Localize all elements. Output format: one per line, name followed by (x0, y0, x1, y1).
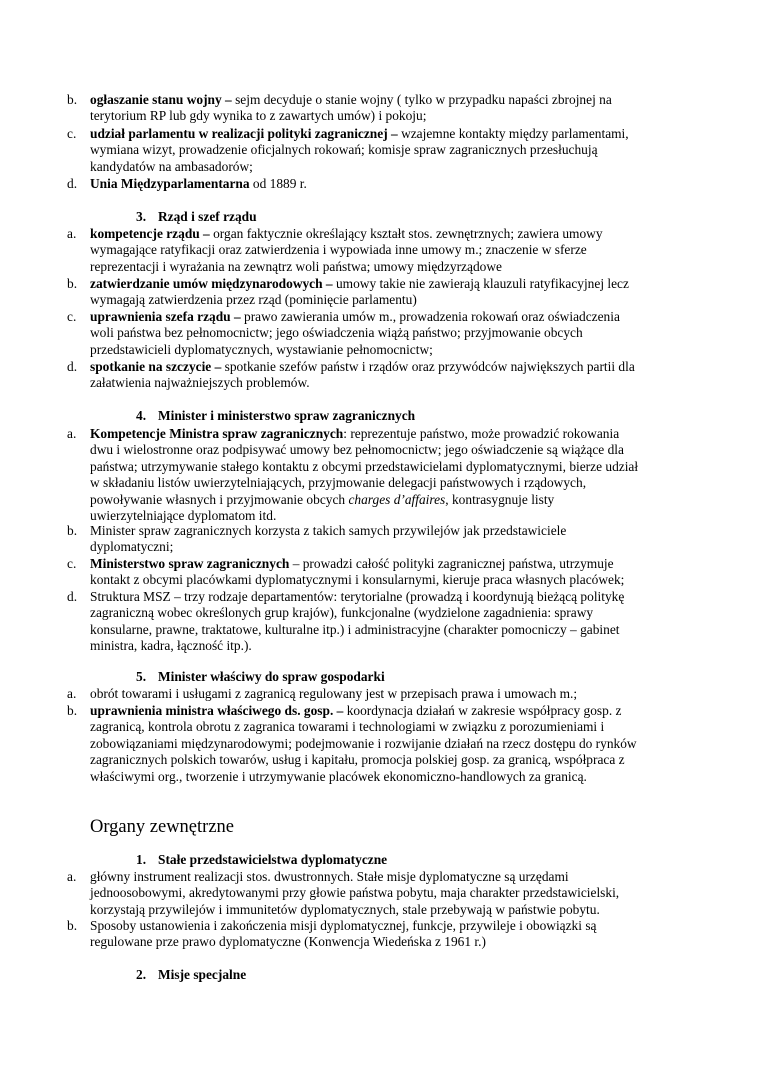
list-item: a. obrót towarami i usługami z zagranicą regulowany jest w przepisach prawa i umowach m.; (67, 686, 578, 701)
list-marker: b. (67, 276, 78, 291)
list-item: b. Sposoby ustanowienia i zakończenia misji dyplomatycznej, funkcje, przywileje i obowiązki są regulowane prze prawo dyplomatyczne (Konwencja Wiedeńska z 1961 r.) (67, 918, 597, 950)
list-marker: d. (67, 589, 78, 604)
item-term: uprawnienia szefa rządu – (90, 309, 241, 324)
item-term: spotkanie na szczycie – (90, 359, 222, 374)
list-marker: a. (67, 686, 77, 701)
list-item: b. ogłaszanie stanu wojny – sejm decyduje o stanie wojny ( tylko w przypadku napaści zbrojnej na terytorium RP lub gdy wynika to z zawartych umów) i pokoju; (67, 92, 612, 124)
list-item: b. Minister spraw zagranicznych korzysta z takich samych przywilejów jak przedstawiciele dyplomatyczni; (67, 523, 567, 555)
list-marker: c. (67, 556, 77, 571)
section-heading: 2. Misje specjalne (136, 967, 247, 982)
list-marker: d. (67, 176, 78, 191)
list-marker: a. (67, 426, 77, 441)
list-item: a. kompetencje rządu – organ faktycznie określający kształt stos. zewnętrznych; zawiera umowy wymagające ratyfikacji oraz zatwierdzenia i wypowiada inne umowy m.; znaczenie w sferze reprezentacji i wyrażania na zewnątrz woli państwa; umowy międzyrządowe (67, 226, 603, 274)
item-term: Ministerstwo spraw zagranicznych (90, 556, 290, 571)
item-term: Unia Międzyparlamentarna (90, 176, 250, 191)
list-marker: a. (67, 869, 77, 884)
list-item: c. Ministerstwo spraw zagranicznych – prowadzi całość polityki zagranicznej państwa, utrzymuje kontakt z obcymi placówkami dyplomatycznymi i konsularnymi, kieruje praca własnych placówek; (67, 556, 625, 588)
section-heading: 5. Minister właściwy do spraw gospodarki (136, 669, 385, 684)
section-heading: 3. Rząd i szef rządu (136, 209, 257, 224)
item-term: kompetencje rządu – (90, 226, 210, 241)
list-item: c. uprawnienia szefa rządu – prawo zawierania umów m., prowadzenia rokowań oraz oświadczenia woli państwa bez pełnomocnictw; jego oświadczenia wiążą państwo; przyjmowanie obcych przedstawicieli dyplomatycznych, wystawianie pełnomocnictw; (67, 309, 620, 357)
list-item: d. spotkanie na szczycie – spotkanie szefów państw i rządów oraz przywódców największych partii dla załatwienia najważniejszych problemów. (67, 359, 635, 391)
item-term: zatwierdzanie umów międzynarodowych – (90, 276, 333, 291)
section-heading: 1. Stałe przedstawicielstwa dyplomatyczne (136, 852, 388, 867)
list-item: d. Unia Międzyparlamentarna od 1889 r. (67, 176, 307, 191)
list-item: d. Struktura MSZ – trzy rodzaje departamentów: terytorialne (prowadzą i koordynują bieżącą politykę zagraniczną wobec określonych grup krajów), funkcjonalne (wydzielone zagadnienia: sprawy konsularne, prawne, traktatowe, kulturalne itp.) i administracyjne (charakter pomocniczy – gabinet ministra, kadra, łączność itp.). (67, 589, 625, 654)
list-marker: b. (67, 918, 78, 933)
list-marker: b. (67, 92, 78, 107)
list-item: a. główny instrument realizacji stos. dwustronnych. Stałe misje dyplomatyczne są urzędami jednoosobowymi, akredytowanymi przy głowie państwa pobytu, maja charakter przedstawicielski, korzystają przywilejów i immunitetów dyplomatycznych, stale przebywają w państwie pobytu. (67, 869, 620, 917)
item-term: uprawnienia ministra właściwego ds. gosp. – (90, 703, 344, 718)
section-heading: 4. Minister i ministerstwo spraw zagranicznych (136, 408, 416, 423)
list-item: b. zatwierdzanie umów międzynarodowych – umowy takie nie zawierają klauzuli ratyfikacyjnej lecz wymagają zatwierdzenia przez rząd (pominięcie parlamentu) (67, 276, 629, 308)
item-term: udział parlamentu w realizacji polityki zagranicznej – (90, 126, 398, 141)
list-marker: b. (67, 523, 78, 538)
list-marker: c. (67, 309, 77, 324)
list-marker: d. (67, 359, 78, 374)
list-marker: c. (67, 126, 77, 141)
item-term: ogłaszanie stanu wojny – (90, 92, 232, 107)
list-item: b. uprawnienia ministra właściwego ds. gosp. – koordynacja działań w zakresie współpracy gosp. z zagranicą, kontrola obrotu z zagranica towarami i technologiami w związku z porozumieniami i zobowiązaniami międzynarodowymi; podejmowanie i rozwijanie działań na rzecz dostępu do rynków zagranicznych polskich towarów, usług i kapitału, promocja polskiej gosp. za granicą, współpraca z właściwymi org., tworzenie i utrzymywanie placówek ekonomiczno-handlowych za granicą. (67, 703, 637, 784)
list-item: c. udział parlamentu w realizacji polityki zagranicznej – wzajemne kontakty między parlamentami, wymiana wizyt, prowadzenie oficjalnych rokowań; komisje spraw zagranicznych przesłuchują kandydatów na ambasadorów; (67, 126, 629, 174)
section-title: Organy zewnętrzne (90, 817, 234, 837)
list-marker: a. (67, 226, 77, 241)
item-term: Kompetencje Ministra spraw zagranicznych (90, 426, 344, 441)
list-item: a. Kompetencje Ministra spraw zagranicznych: reprezentuje państwo, może prowadzić rokowania dwu i wielostronne oraz podpisywać umowy bez pełnomocnictw; jego oświadczenie są wiążące dla państwa; utrzymywanie stałego kontaktu z obcymi przedstawicielami dyplomatycznymi, bierze udział w składaniu listów uwierzytelniających, przyjmowanie delegacji państwowych i rządowych, powoływanie własnych i przyjmowanie obcych charges d’affaires, kontrasygnuje listy uwierzytelniające dyplomatom itd. (67, 426, 639, 524)
list-marker: b. (67, 703, 78, 718)
